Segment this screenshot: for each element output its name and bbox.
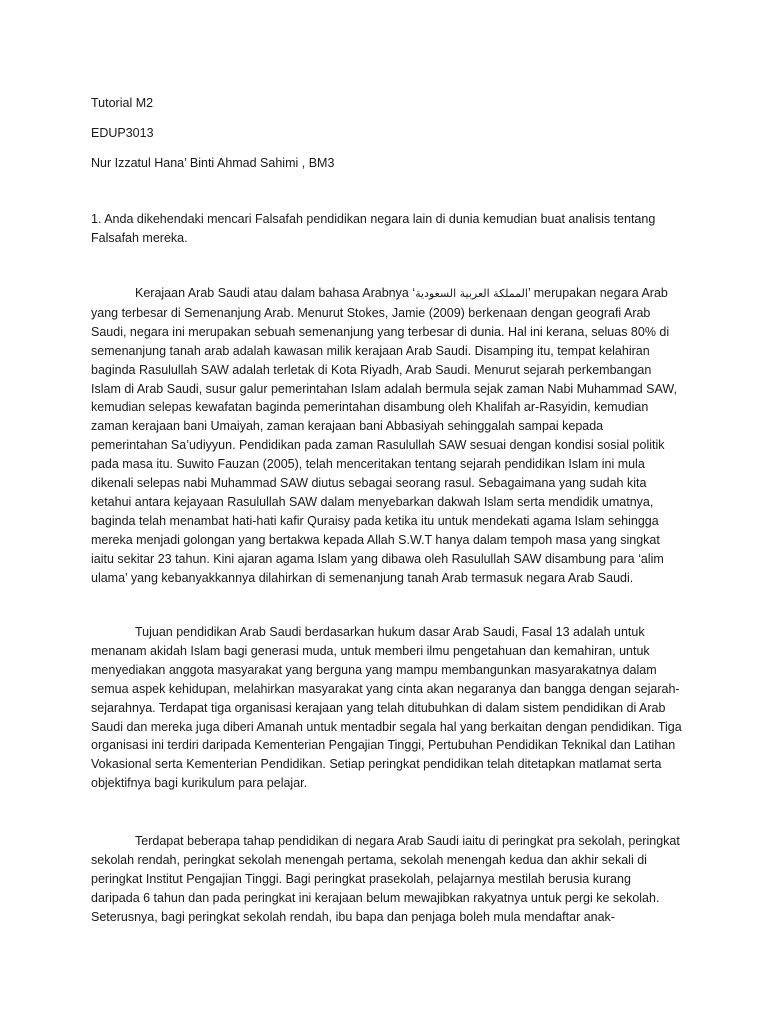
document-title: Tutorial M2 xyxy=(91,96,154,110)
paragraph-2: Tujuan pendidikan Arab Saudi berdasarkan hukum dasar Arab Saudi, Fasal 13 adalah untuk menanam akidah Islam bagi generasi muda, untuk memberi ilmu pengetahuan dan kemahiran, untuk menyediakan anggota masyarakat yang berguna yang mampu membangunkan masyarakatnya dalam semua aspek kehidupan, melahirkan masyarakat yang cinta akan negaranya dan bangga dengan sejarah-sejarahnya. Terdapat tiga organisasi kerajaan yang telah ditubuhkan di dalam sistem pendidikan di Arab Saudi dan mereka juga diberi Amanah untuk mentadbir segala hal yang berkaitan dengan pendidikan. Tiga organisasi ini terdiri daripada Kementerian Pengajian Tinggi, Pertubuhan Pendidikan Teknikal dan Latihan Vokasional serta Kementerian Pendidikan. Setiap peringkat pendidikan telah ditetapkan matlamat serta objektifnya bagi kurikulum para pelajar. xyxy=(91,625,682,791)
paragraph-3: Terdapat beberapa tahap pendidikan di negara Arab Saudi iaitu di peringkat pra sekolah, peringkat sekolah rendah, peringkat sekolah menengah pertama, sekolah menengah kedua dan akhir sekali di peringkat Institut Pengajian Tinggi. Bagi peringkat prasekolah, pelajarnya mestilah berusia kurang daripada 6 tahun dan pada peringkat ini kerajaan belum mewajibkan rakyatnya untuk pergi ke sekolah. Seterusnya, bagi peringkat sekolah rendah, ibu bapa dan penjaga boleh mula mendaftar anak- xyxy=(91,834,680,924)
course-code: EDUP3013 xyxy=(91,126,154,140)
author-line: Nur Izzatul Hana’ Binti Ahmad Sahimi , BM3 xyxy=(91,156,335,170)
paragraph-1-lead: Kerajaan Arab Saudi atau dalam bahasa Arabnya ‘ xyxy=(135,286,416,300)
paragraph-1-body: ’ merupakan negara Arab yang terbesar di Semenanjung Arab. Menurut Stokes, Jamie (2009) berkenaan dengan geografi Arab Saudi, negara ini merupakan sebuah semenanjung yang terbesar di dunia. Hal ini kerana, seluas 80% di semenanjung tanah arab adalah kawasan milik kerajaan Arab Saudi. Disamping itu, tempat kelahiran baginda Rasulullah SAW adalah terletak di Kota Riyadh, Arab Saudi. Menurut sejarah perkembangan Islam di Arab Saudi, susur galur pemerintahan Islam adalah bermula sejak zaman Nabi Muhammad SAW, kemudian selepas kewafatan baginda pemerintahan disambung oleh Khalifah ar-Rasyidin, kemudian zaman kerajaan bani Umaiyah, zaman kerajaan bani Abbasiyah sehinggalah sampai kepada pemerintahan Sa’udiyyun. Pendidikan pada zaman Rasulullah SAW sesuai dengan kondisi sosial politik pada masa itu. Suwito Fauzan (2005), telah menceritakan tentang sejarah pendidikan Islam ini mula dikenali selepas nabi Muhammad SAW diutus sebagai seorang rasul. Sebagaimana yang sudah kita ketahui antara kejayaan Rasulullah SAW dalam menyebarkan dakwah Islam serta mendidik umatnya, baginda telah menambat hati-hati kafir Quraisy pada ketika itu untuk mendekati agama Islam sehingga mereka menjadi golongan yang bertakwa kepada Allah S.W.T hanya dalam tempoh masa yang singkat iaitu sekitar 23 tahun. Kini ajaran agama Islam yang dibawa oleh Rasulullah SAW disambung para ‘alim ulama’ yang kebanyakkannya dilahirkan di semenanjung tanah Arab termasuk negara Arab Saudi. xyxy=(91,286,677,585)
arabic-country-name: المملكة العربية السعودية xyxy=(415,287,528,300)
paragraph-1 xyxy=(91,284,683,588)
question-text: 1. Anda dikehendaki mencari Falsafah pendidikan negara lain di dunia kemudian buat analisis tentang Falsafah mereka. xyxy=(91,212,656,245)
